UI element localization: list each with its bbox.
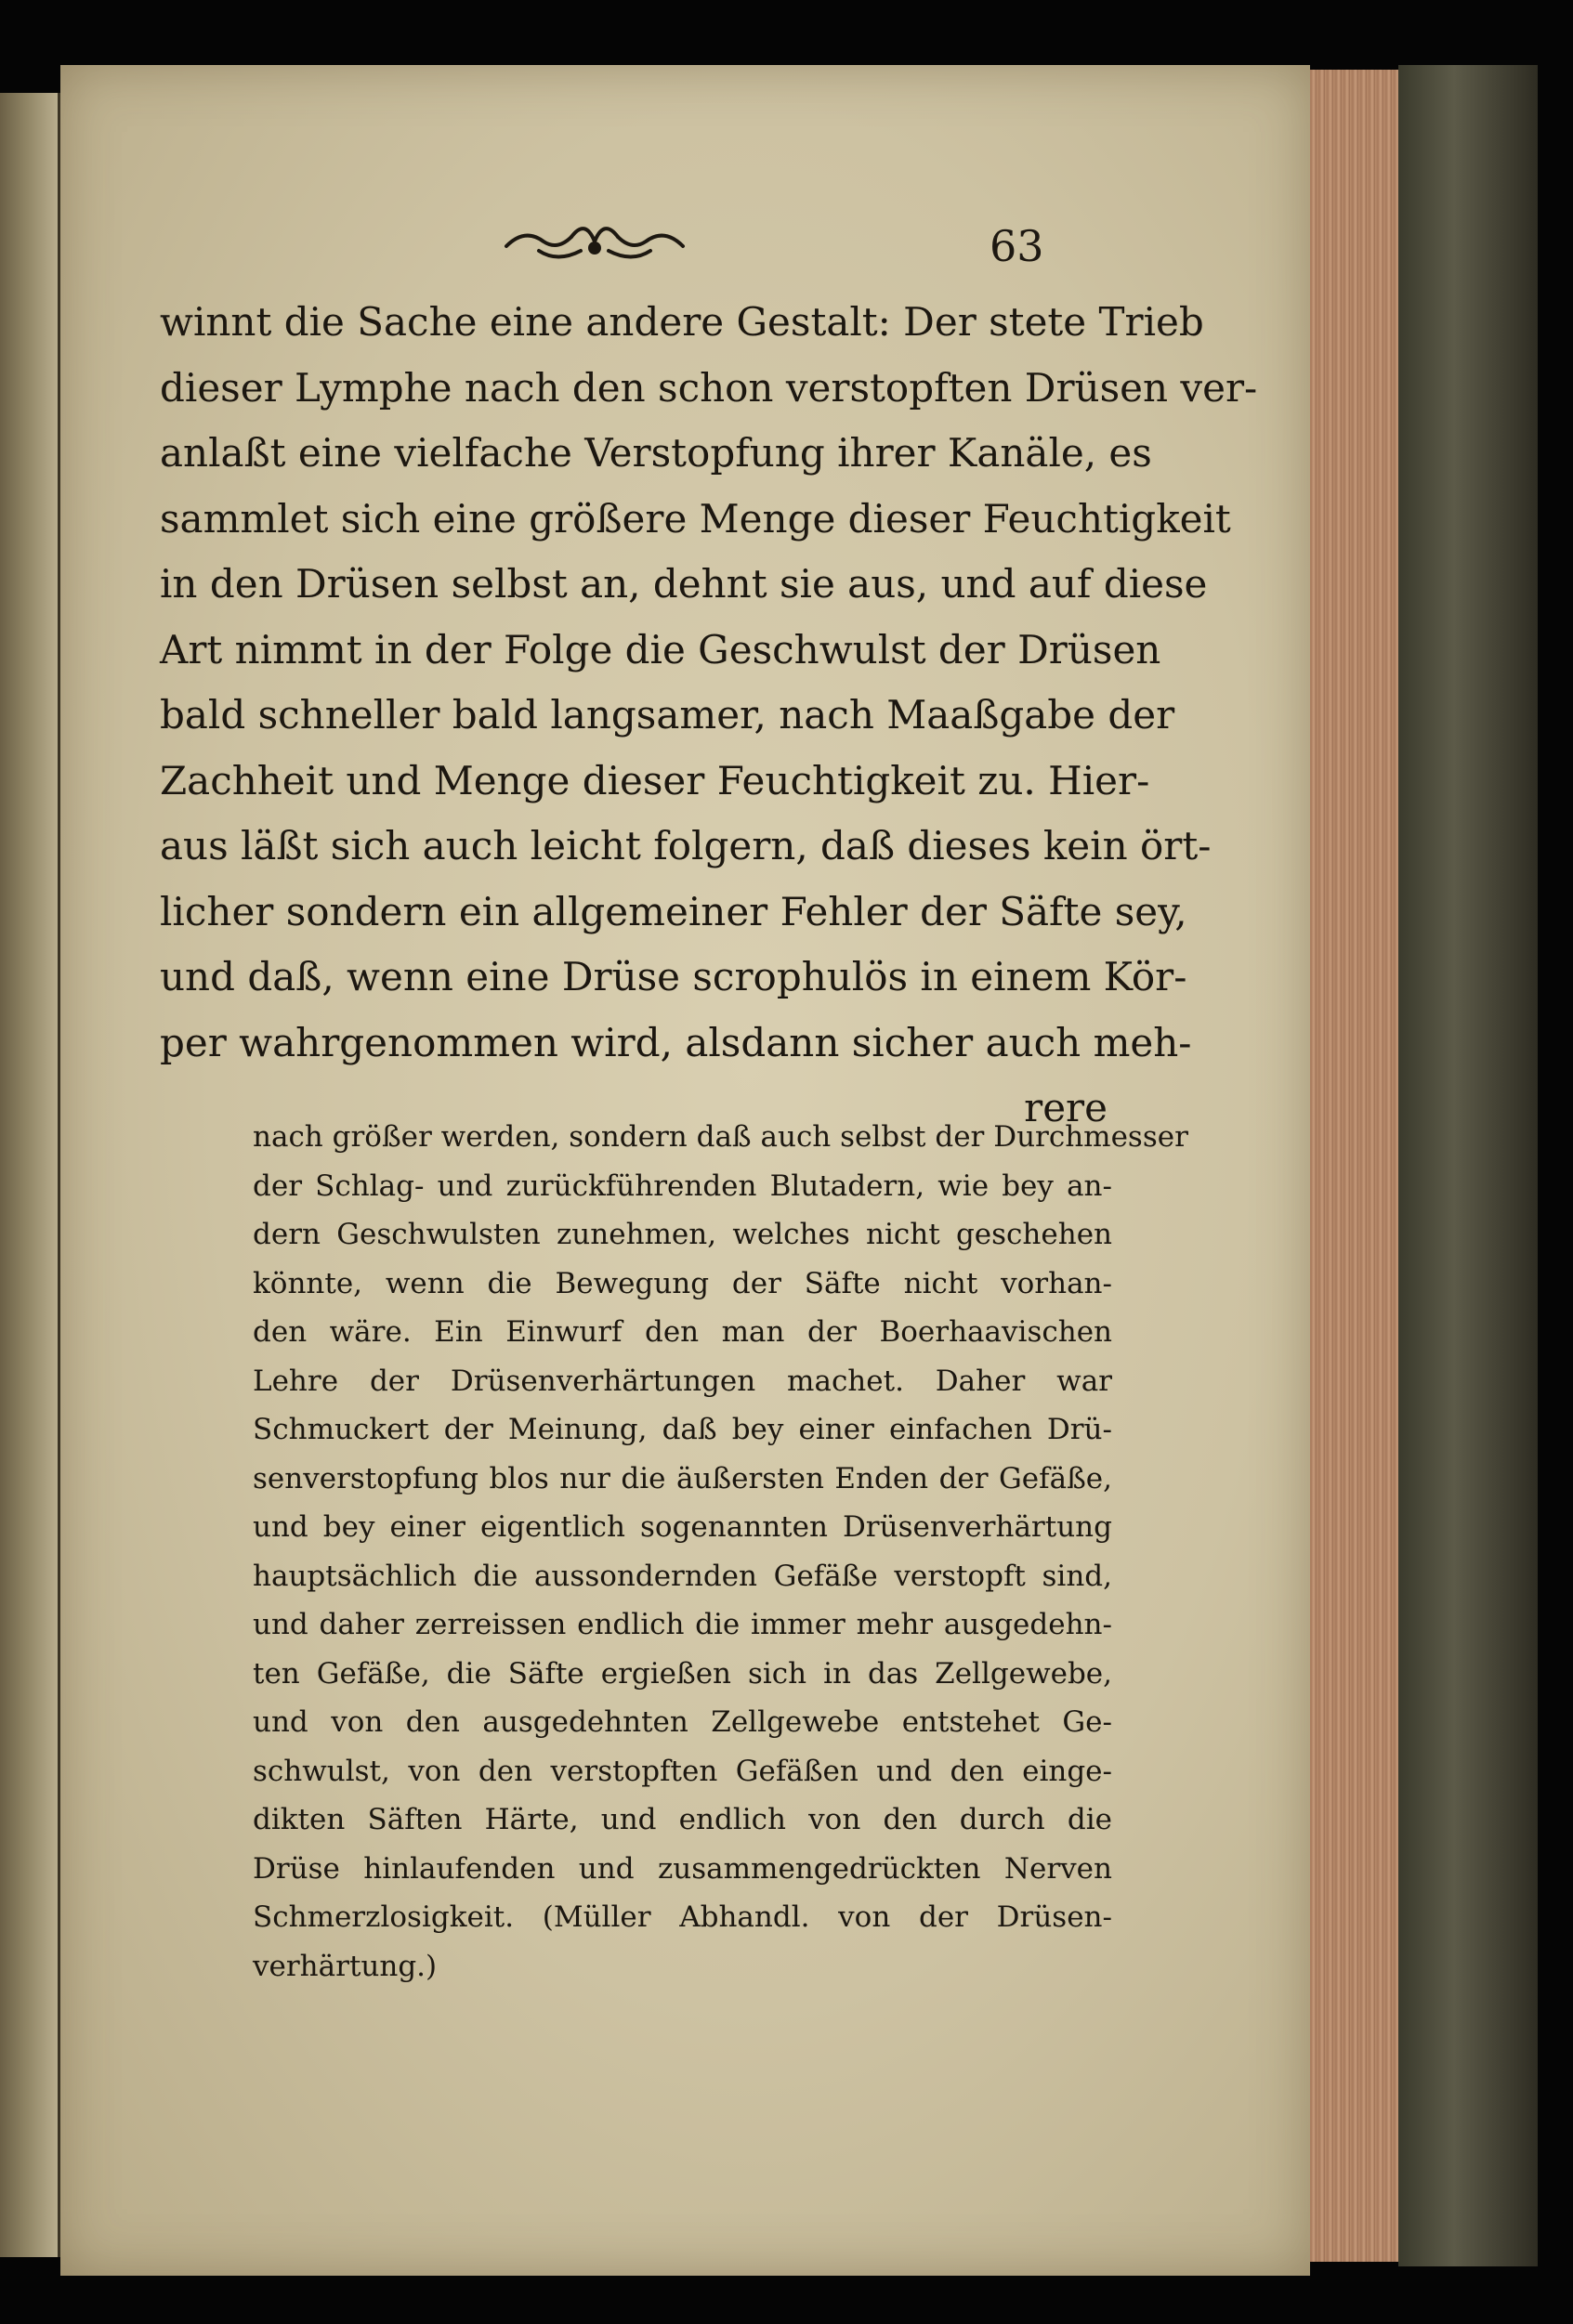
- text-line: per wahrgenommen wird, alsdann sicher auch meh-: [160, 1019, 1192, 1065]
- text-line: Art nimmt in der Folge die Geschwulst der Drüsen: [160, 626, 1161, 672]
- footnote-line: senverstopfung blos nur die äußersten Enden der Gefäße,: [253, 1461, 1112, 1495]
- text-line: licher sondern ein allgemeiner Fehler der Säfte sey,: [160, 888, 1187, 934]
- text-line: und daß, wenn eine Drüse scrophulös in einem Kör-: [160, 954, 1187, 999]
- text-line: dieser Lymphe nach den schon verstopften Drüsen ver-: [160, 364, 1258, 411]
- footnote-line: Drüse hinlaufenden und zusammengedrückten Nerven: [253, 1851, 1112, 1886]
- text-line: bald schneller bald langsamer, nach Maaßgabe der: [160, 692, 1175, 738]
- footnote-line: den wäre. Ein Einwurf den man der Boerhaavischen: [253, 1315, 1112, 1349]
- page-number: 63: [990, 221, 1044, 271]
- footnote-line: ten Gefäße, die Säfte ergießen sich in das Zellgewebe,: [253, 1656, 1112, 1691]
- footnote-line: Lehre der Drüsenverhärtungen machet. Daher war: [253, 1364, 1112, 1398]
- footnote-line: nach größer werden, sondern daß auch selbst der Durchmesser: [253, 1120, 1188, 1154]
- footnote-line: und von den ausgedehnten Zellgewebe entstehet Ge-: [253, 1705, 1112, 1739]
- text-line: sammlet sich eine größere Menge dieser Feuchtigkeit: [160, 495, 1231, 542]
- footnote-line: und bey einer eigentlich sogenannten Drüsenverhärtung: [253, 1510, 1112, 1544]
- footnote-line: dikten Säften Härte, und endlich von den durch die: [253, 1803, 1112, 1836]
- left-page-edge: [0, 93, 60, 2257]
- footnote-line: der Schlag- und zurückführenden Blutadern, wie bey an-: [253, 1169, 1112, 1203]
- text-line: aus läßt sich auch leicht folgern, daß dieses kein ört-: [160, 823, 1212, 868]
- text-line: rere: [1024, 1085, 1108, 1130]
- main-text-block: [160, 290, 1258, 1142]
- footnote-line: Schmerzlosigkeit. (Müller Abhandl. von der Drüsen-: [253, 1900, 1112, 1934]
- footnote-line: und daher zerreissen endlich die immer mehr ausgedehn-: [253, 1608, 1112, 1641]
- footnote-line: hauptsächlich die aussondernden Gefäße verstopft sind,: [253, 1559, 1112, 1593]
- footnote-line: Schmuckert der Meinung, daß bey einer einfachen Drü-: [253, 1413, 1112, 1446]
- book-cover-edge: [1398, 65, 1538, 2266]
- text-line: in den Drüsen selbst an, dehnt sie aus, und auf diese: [160, 561, 1208, 607]
- footnote-line: schwulst, von den verstopften Gefäßen und den einge-: [253, 1754, 1112, 1788]
- text-line: winnt die Sache eine andere Gestalt: Der stete Trieb: [160, 299, 1204, 345]
- printers-ornament-icon: [502, 209, 688, 274]
- footnote-line: dern Geschwulsten zunehmen, welches nicht geschehen: [253, 1218, 1112, 1251]
- footnote-line: könnte, wenn die Bewegung der Säfte nicht vorhan-: [253, 1266, 1112, 1300]
- text-line: Zachheit und Menge dieser Feuchtigkeit zu. Hier-: [160, 757, 1150, 803]
- footnote-block: [253, 1113, 1188, 1991]
- text-line: anlaßt eine vielfache Verstopfung ihrer Kanäle, es: [160, 430, 1152, 476]
- footnote-line: verhärtung.): [253, 1949, 438, 1983]
